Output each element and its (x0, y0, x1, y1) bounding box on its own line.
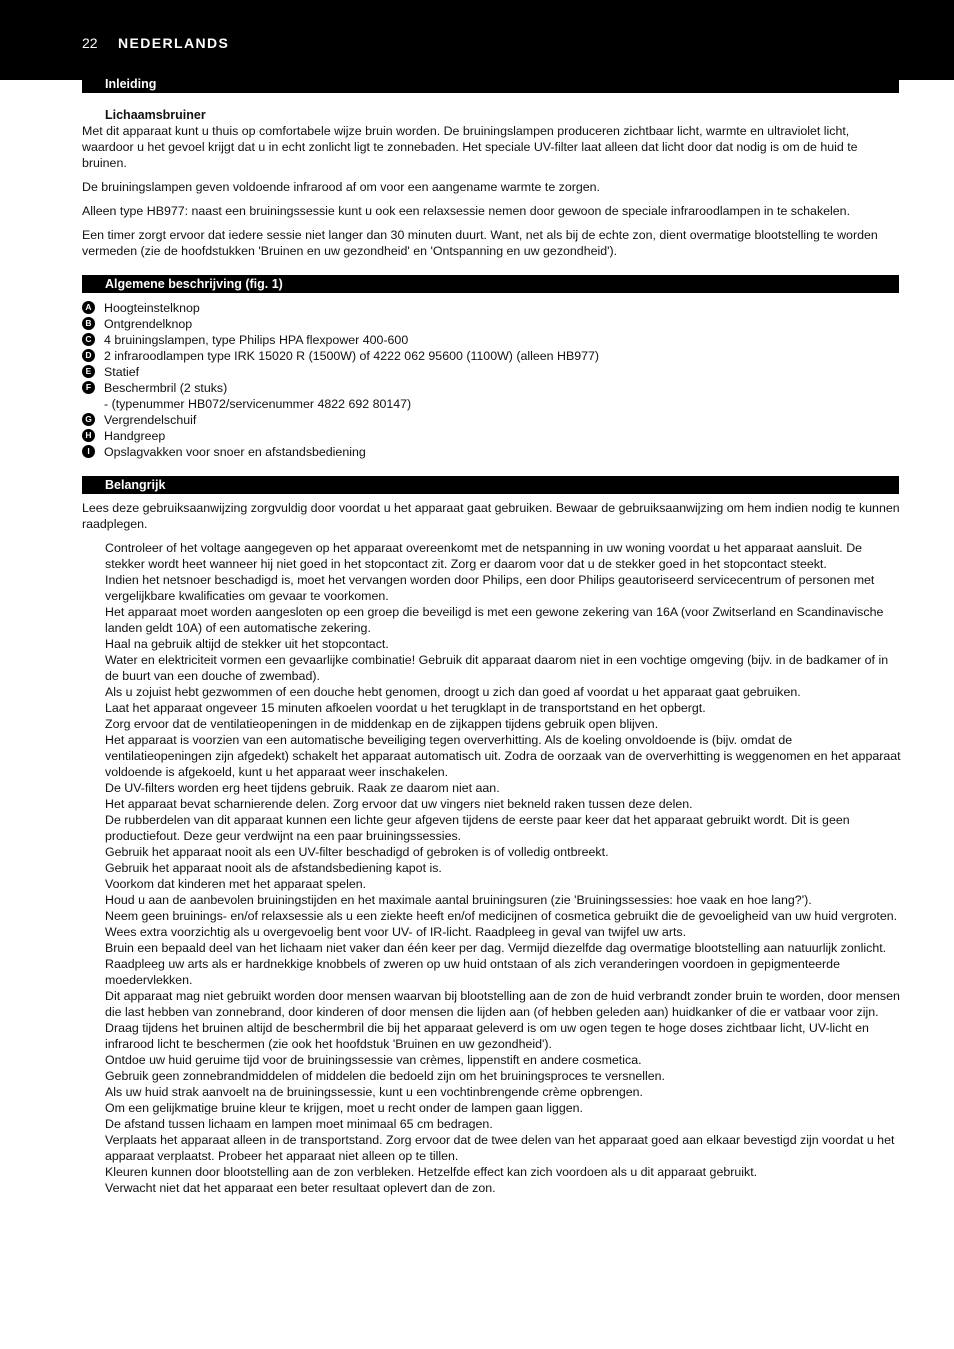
legend-text: Statief (104, 365, 140, 379)
intro-paragraph: Een timer zorgt ervoor dat iedere sessie niet langer dan 30 minuten duurt. Want, net als bij de echte zon, dient overmatige blootstelling te worden vermeden (zie de hoofdstukken 'Bruinen en uw gezondheid' en 'Ontspanning en uw gezondheid'). (82, 228, 878, 258)
legend-text: 4 bruiningslampen, type Philips HPA flexpower 400-600 (104, 333, 409, 347)
legend-item (82, 348, 900, 364)
safety-item: Ontdoe uw huid geruime tijd voor de bruiningssessie van crèmes, lippenstift en andere cosmetica. (105, 1053, 642, 1067)
safety-item: Gebruik geen zonnebrandmiddelen of middelen die bedoeld zijn om het bruiningsproces te versnellen. (105, 1069, 665, 1083)
legend-text: Ontgrendelknop (104, 317, 193, 331)
safety-item: Verwacht niet dat het apparaat een beter resultaat oplevert dan de zon. (105, 1181, 496, 1195)
legend-item (82, 412, 900, 428)
safety-item: Raadpleeg uw arts als er hardnekkige knobbels of zweren op uw huid ontstaan of als zich veranderingen voordoen in gepigmenteerde moedervlekken. (105, 957, 840, 987)
page-number: 22 (82, 35, 98, 51)
legend-item (82, 428, 900, 444)
legend-item (82, 300, 900, 316)
letter-badge: C (82, 333, 95, 346)
safety-list (105, 540, 901, 1196)
letter-badge: A (82, 301, 95, 314)
safety-item: Gebruik het apparaat nooit als een UV-filter beschadigd of gebroken is of volledig ontbreekt. (105, 845, 609, 859)
safety-item: De rubberdelen van dit apparaat kunnen een lichte geur afgeven tijdens de eerste paar keer dat het apparaat gebruikt wordt. Dit is geen productiefout. Deze geur verdwijnt na een paar bruiningssessies. (105, 813, 850, 843)
legend-text: Vergrendelschuif (104, 413, 197, 427)
important-intro: Lees deze gebruiksaanwijzing zorgvuldig door voordat u het apparaat gaat gebruiken. Bewaar de gebruiksaanwijzing om hem indien nodig te kunnen raadplegen. (82, 501, 900, 531)
important-intro-text (82, 500, 900, 540)
safety-item: Voorkom dat kinderen met het apparaat spelen. (105, 877, 367, 891)
safety-item: Het apparaat bevat scharnierende delen. Zorg ervoor dat uw vingers niet bekneld raken tussen deze delen. (105, 797, 693, 811)
legend-item (82, 380, 900, 396)
safety-item: Laat het apparaat ongeveer 15 minuten afkoelen voordat u het terugklapt in de transportstand en het opbergt. (105, 701, 706, 715)
legend-text: Handgreep (104, 429, 166, 443)
legend-text: Hoogteinstelknop (104, 301, 200, 315)
legend-text: Opslagvakken voor snoer en afstandsbediening (104, 445, 366, 459)
section-title-intro: Inleiding (105, 77, 157, 91)
safety-item: Water en elektriciteit vormen een gevaarlijke combinatie! Gebruik dit apparaat daarom niet in een vochtige omgeving (bijv. in de badkamer of in de buurt van een douche of zwembad). (105, 653, 889, 683)
section-bar-description (82, 275, 899, 293)
safety-item: Haal na gebruik altijd de stekker uit het stopcontact. (105, 637, 389, 651)
legend-text: 2 infraroodlampen type IRK 15020 R (1500W) of 4222 062 95600 (1100W) (alleen HB977) (104, 349, 600, 363)
legend-item (82, 364, 900, 380)
intro-subtitle: Lichaamsbruiner (105, 108, 206, 122)
safety-item: Kleuren kunnen door blootstelling aan de zon verbleken. Hetzelfde effect kan zich voordoen als u dit apparaat gebruikt. (105, 1165, 758, 1179)
letter-badge: E (82, 365, 95, 378)
safety-item: Verplaats het apparaat alleen in de transportstand. Zorg ervoor dat de twee delen van het apparaat goed aan elkaar bevestigd zijn voordat u het apparaat verplaatst. Probeer het apparaat niet alleen op te tillen. (105, 1133, 895, 1163)
intro-paragraph: De bruiningslampen geven voldoende infrarood af om voor een aangename warmte te zorgen. (82, 180, 600, 194)
safety-item: Als uw huid strak aanvoelt na de bruiningssessie, kunt u een vochtinbrengende crème opbrengen. (105, 1085, 643, 1099)
safety-item: Indien het netsnoer beschadigd is, moet het vervangen worden door Philips, een door Philips geautoriseerd servicecentrum of personen met vergelijkbare kwalificaties om gevaar te voorkomen. (105, 573, 875, 603)
safety-item: Om een gelijkmatige bruine kleur te krijgen, moet u recht onder de lampen gaan liggen. (105, 1101, 584, 1115)
section-title-important: Belangrijk (105, 478, 166, 492)
safety-item: Bruin een bepaald deel van het lichaam niet vaker dan één keer per dag. Vermijd diezelfde dag overmatige blootstelling aan natuurlijk zonlicht. (105, 941, 887, 955)
safety-item: Het apparaat is voorzien van een automatische beveiliging tegen oververhitting. Als de koeling onvoldoende is (bijv. omdat de ventilatieopeningen zijn afgedekt) schakelt het apparaat automatisch uit. Zodra de oorzaak van de oververhitting is weggenomen en het apparaat voldoende is afgekoeld, kunt u het apparaat weer inschakelen. (105, 733, 901, 779)
parts-legend (82, 300, 900, 460)
intro-paragraph: Alleen type HB977: naast een bruiningssessie kunt u ook een relaxsessie nemen door gewoon de speciale infraroodlampen in te schakelen. (82, 204, 851, 218)
page-header (0, 0, 954, 80)
section-title-description: Algemene beschrijving (fig. 1) (105, 277, 283, 291)
language-heading: NEDERLANDS (118, 35, 230, 51)
safety-item: Neem geen bruinings- en/of relaxsessie als u een ziekte heeft en/of medicijnen of cosmetica gebruikt die de gevoeligheid van uw huid vergroten. Wees extra voorzichtig als u overgevoelig bent voor UV- of IR-licht. Raadpleeg in geval van twijfel uw arts. (105, 909, 898, 939)
section-bar-intro (82, 75, 899, 93)
safety-item: Gebruik het apparaat nooit als de afstandsbediening kapot is. (105, 861, 442, 875)
safety-item: Zorg ervoor dat de ventilatieopeningen in de middenkap en de zijkappen tijdens gebruik open blijven. (105, 717, 659, 731)
letter-badge: H (82, 429, 95, 442)
letter-badge: G (82, 413, 95, 426)
legend-text: Beschermbril (2 stuks) (104, 381, 228, 395)
letter-badge: B (82, 317, 95, 330)
safety-item: Houd u aan de aanbevolen bruiningstijden en het maximale aantal bruiningsuren (zie 'Bruiningssessies: hoe vaak en hoe lang?'). (105, 893, 812, 907)
legend-item (82, 316, 900, 332)
safety-item: Het apparaat moet worden aangesloten op een groep die beveiligd is met een gewone zekering van 16A (voor Zwitserland en Scandinavische landen geldt 10A) of een automatische zekering. (105, 605, 884, 635)
legend-item (82, 444, 900, 460)
safety-item: Controleer of het voltage aangegeven op het apparaat overeenkomt met de netspanning in uw woning voordat u het apparaat aansluit. De stekker wordt heet wanneer hij niet goed in het stopcontact zit. Zorg er daarom voor dat u de stekker goed in het stopcontact steekt. (105, 541, 863, 571)
safety-item: Dit apparaat mag niet gebruikt worden door mensen waarvan bij blootstelling aan de zon de huid verbrandt zonder bruin te worden, door mensen die last hebben van zonnebrand, door kinderen of door mensen die lijden aan (of hebben geleden aan) huidkanker of die er vatbaar voor zijn. (105, 989, 900, 1019)
safety-item: Draag tijdens het bruinen altijd de beschermbril die bij het apparaat geleverd is om uw ogen tegen te hoge doses zichtbaar licht, UV-licht en infrarood licht te beschermen (zie ook het hoofdstuk 'Bruinen en uw gezondheid'). (105, 1021, 869, 1051)
legend-item (82, 332, 900, 348)
letter-badge: F (82, 381, 95, 394)
letter-badge: D (82, 349, 95, 362)
intro-paragraph: Met dit apparaat kunt u thuis op comfortabele wijze bruin worden. De bruiningslampen produceren zichtbaar licht, warmte en ultraviolet licht, waardoor u het gevoel krijgt dat u in echt zonlicht ligt te zonnebaden. Het speciale UV-filter laat alleen dat licht door dat nodig is om de huid te bruinen. (82, 124, 858, 170)
safety-item: Als u zojuist hebt gezwommen of een douche hebt genomen, droogt u zich dan goed af voordat u het apparaat gaat gebruiken. (105, 685, 801, 699)
safety-item: De UV-filters worden erg heet tijdens gebruik. Raak ze daarom niet aan. (105, 781, 500, 795)
section-bar-important (82, 476, 899, 494)
legend-text: - (typenummer HB072/servicenummer 4822 692 80147) (104, 397, 412, 411)
intro-text (82, 123, 900, 267)
legend-item (82, 396, 900, 412)
safety-item: De afstand tussen lichaam en lampen moet minimaal 65 cm bedragen. (105, 1117, 493, 1131)
letter-badge: I (82, 445, 95, 458)
